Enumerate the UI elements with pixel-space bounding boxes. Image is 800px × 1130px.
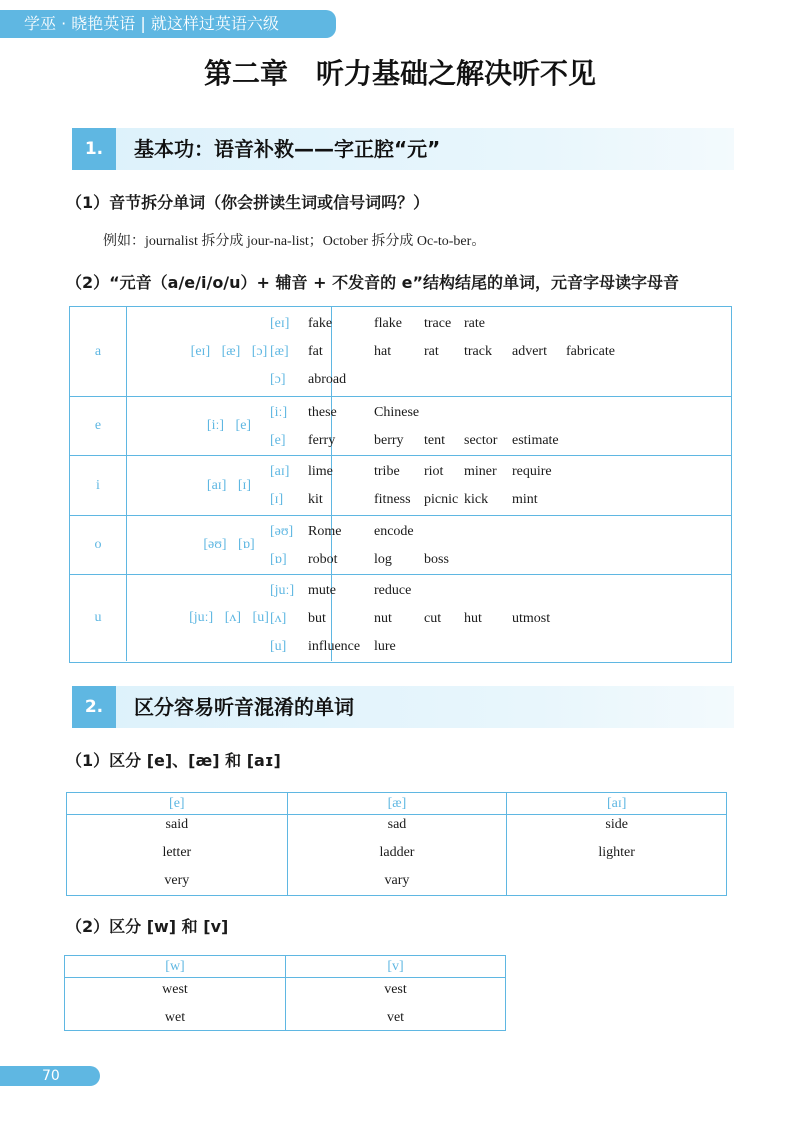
- page-number: 70: [0, 1066, 100, 1086]
- example-word: reduce: [374, 582, 412, 598]
- example-word: rate: [464, 315, 485, 331]
- example-word: cut: [424, 610, 442, 626]
- section-2-number: 2.: [72, 686, 116, 728]
- vowel-letter: a: [94, 343, 102, 359]
- table-word: sad: [387, 817, 407, 832]
- example-word: lure: [374, 638, 396, 654]
- example-word: Chinese: [374, 404, 420, 420]
- syllable-example: 例如：journalist 拆分成 jour-na-list；October 拆分成 Oc-to-ber。: [103, 234, 486, 249]
- vowel-row-i: [70, 455, 731, 515]
- ipa-symbol: [ɒ]: [270, 551, 287, 567]
- vowel-letter: i: [96, 477, 100, 493]
- sound-column: [65, 956, 285, 1030]
- example-word: but: [308, 610, 326, 626]
- vowel-letter: e: [94, 418, 102, 433]
- example-word: encode: [374, 523, 414, 539]
- example-word: require: [512, 464, 552, 479]
- vowel-row-a: [70, 307, 731, 396]
- example-word: sector: [464, 432, 498, 448]
- example-word: picnic: [424, 492, 459, 507]
- ipa-symbol: [juː]: [270, 582, 295, 598]
- ipa-symbol: [æ]: [270, 343, 289, 359]
- example-word: fake: [308, 315, 333, 331]
- vowel-sounds: [iː] [e]: [126, 397, 332, 455]
- ipa-symbol: [e]: [270, 432, 286, 448]
- vowel-letter: u: [94, 610, 102, 625]
- table-word: lighter: [598, 845, 635, 860]
- example-word: ferry: [308, 432, 336, 448]
- vowel-sounds: [eɪ] [æ] [ɔ]: [126, 307, 332, 396]
- ipa-symbol: [aɪ]: [270, 464, 290, 479]
- example-word: miner: [464, 464, 497, 479]
- example-word: abroad: [308, 371, 347, 387]
- section-1-number: 1.: [72, 128, 116, 170]
- vowel-letter: o: [94, 537, 102, 552]
- section-2-bar: [72, 686, 734, 728]
- example-word: tribe: [374, 464, 400, 479]
- example-word: hut: [464, 610, 482, 626]
- table-word: wet: [164, 1010, 186, 1025]
- example-word: trace: [424, 315, 452, 331]
- vowel-sounds: [juː] [ʌ] [u]: [126, 575, 332, 661]
- table-word: west: [162, 982, 188, 997]
- ipa-symbol: [ɪ]: [270, 492, 284, 507]
- table-word: vet: [386, 1010, 405, 1025]
- table-word: said: [165, 817, 189, 832]
- example-word: boss: [424, 551, 449, 567]
- section-1-subheading-2: （2）“元音（a/e/i/o/u）+ 辅音 + 不发音的 e”结构结尾的单词，元音字母读字母音: [66, 273, 680, 292]
- example-word: fitness: [374, 492, 411, 507]
- vowel-row-u: [70, 574, 731, 661]
- example-word: hat: [374, 343, 392, 359]
- ipa-symbol: [ʌ]: [270, 610, 287, 626]
- example-word: berry: [374, 432, 404, 448]
- example-word: advert: [512, 343, 547, 359]
- example-word: riot: [424, 464, 444, 479]
- example-word: fabricate: [566, 343, 615, 359]
- example-word: estimate: [512, 432, 559, 448]
- vowel-sounds: [aɪ] [ɪ]: [126, 456, 332, 515]
- vowel-table: [69, 306, 732, 663]
- ipa-symbol: [u]: [270, 638, 287, 654]
- example-word: mute: [308, 582, 336, 598]
- column-header: [æ]: [288, 793, 507, 815]
- example-word: track: [464, 343, 492, 359]
- ipa-symbol: [iː]: [270, 404, 288, 420]
- book-series-header: 学巫 · 晓艳英语 | 就这样过英语六级: [0, 10, 336, 38]
- column-header: [v]: [286, 956, 505, 978]
- section-2-title: 区分容易听音混淆的单词: [134, 695, 354, 719]
- table-word: letter: [162, 845, 192, 860]
- example-word: nut: [374, 610, 392, 626]
- section-1-title: 基本功：语音补救——字正腔“元”: [134, 137, 441, 161]
- ipa-symbol: [eɪ]: [270, 315, 290, 331]
- section-2-subheading-1: （1）区分 [e]、[æ] 和 [aɪ]: [66, 751, 281, 770]
- table-word: very: [164, 873, 190, 888]
- table-word: vary: [384, 873, 410, 888]
- example-word: tent: [424, 432, 445, 448]
- confusable-table-1: [66, 792, 727, 896]
- vowel-row-o: [70, 515, 731, 574]
- vowel-row-e: [70, 396, 731, 455]
- ipa-symbol: [əʊ]: [270, 523, 294, 539]
- example-word: flake: [374, 315, 402, 331]
- example-word: rat: [424, 343, 439, 359]
- vowel-sounds: [əʊ] [ɒ]: [126, 516, 332, 574]
- sound-column: [287, 793, 507, 895]
- column-header: [w]: [65, 956, 285, 978]
- example-word: these: [308, 404, 337, 420]
- example-word: kit: [308, 492, 323, 507]
- example-word: kick: [464, 492, 489, 507]
- section-2-subheading-2: （2）区分 [w] 和 [v]: [66, 917, 229, 936]
- table-word: vest: [384, 982, 407, 997]
- example-word: mint: [512, 492, 538, 507]
- section-1-subheading-1: （1）音节拆分单词（你会拼读生词或信号词吗？）: [66, 193, 430, 212]
- table-word: ladder: [379, 845, 415, 860]
- ipa-symbol: [ɔ]: [270, 371, 286, 387]
- column-header: [aɪ]: [507, 793, 726, 815]
- sound-column: [506, 793, 726, 895]
- table-word: side: [605, 817, 628, 832]
- chapter-title: 第二章 听力基础之解决听不见: [203, 57, 596, 90]
- example-word: log: [374, 551, 392, 567]
- example-word: fat: [308, 343, 323, 359]
- sound-column: [67, 793, 287, 895]
- example-word: utmost: [512, 610, 551, 626]
- column-header: [e]: [67, 793, 287, 815]
- sound-column: [285, 956, 505, 1030]
- example-word: lime: [308, 464, 333, 479]
- example-word: Rome: [308, 523, 342, 539]
- section-1-bar: [72, 128, 734, 170]
- example-word: robot: [308, 551, 338, 567]
- example-word: influence: [308, 638, 361, 654]
- confusable-table-2: [64, 955, 506, 1031]
